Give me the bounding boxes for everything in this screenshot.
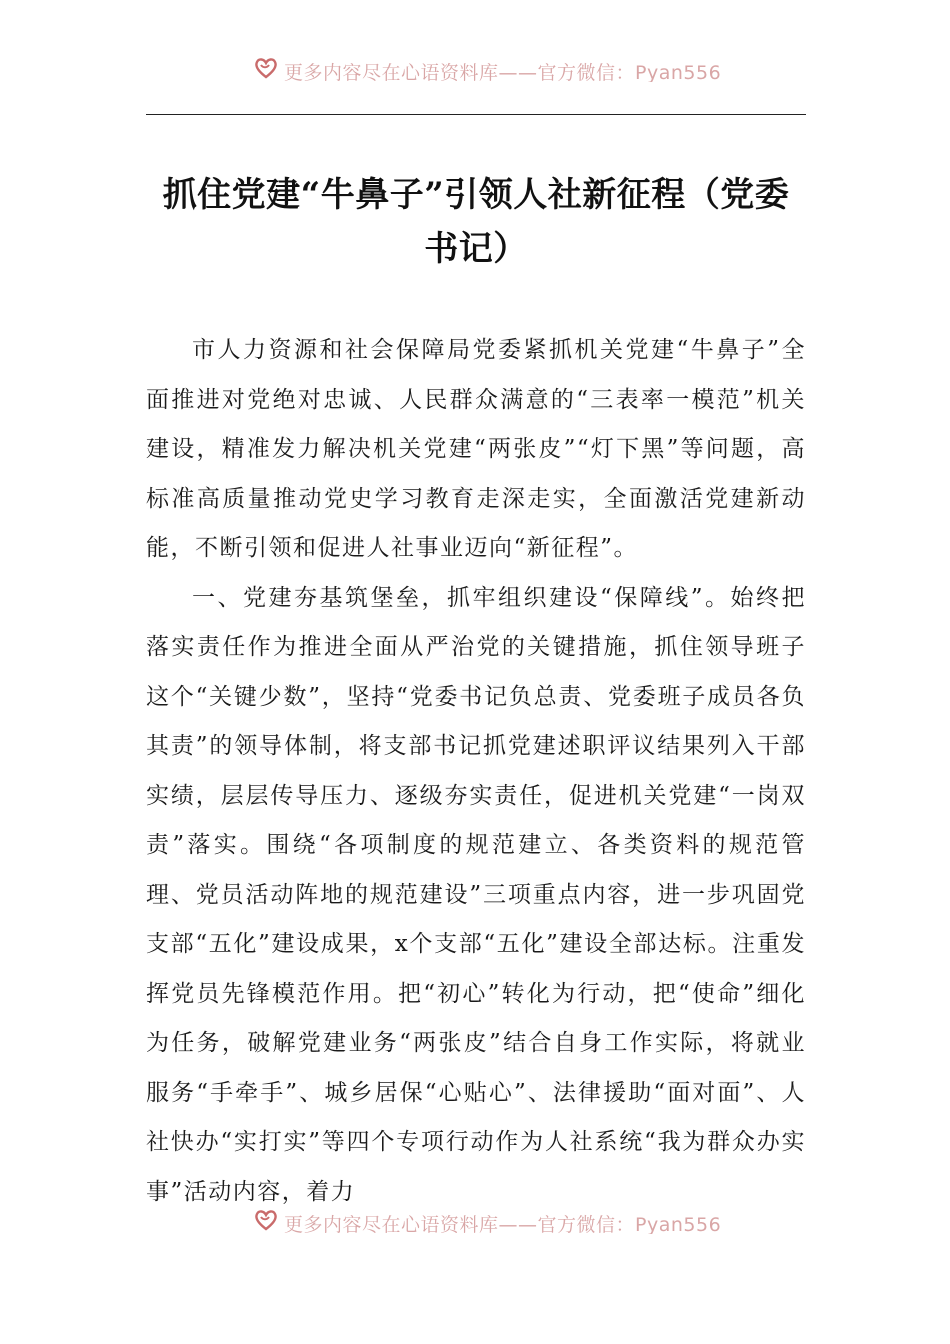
footer-watermark bbox=[0, 1204, 950, 1234]
footer-watermark-inner bbox=[252, 1204, 721, 1234]
document-title: 抓住党建“牛鼻子”引领人社新征程（党委书记） bbox=[162, 175, 790, 269]
paragraph-section-one: 一、党建夯基筑堡垒，抓牢组织建设“保障线”。始终把落实责任作为推进全面从严治党的关键措施，抓住领导班子这个“关键少数”，坚持“党委书记负总责、党委班子成员各负其责”的领导体制，将支部书记抓党建述职评议结果列入干部实绩，层层传导压力、逐级夯实责任，促进机关党建“一岗双责”落实。围绕“各项制度的规范建立、各类资料的规范管理、党员活动阵地的规范建设”三项重点内容，进一步巩固党支部“五化”建设成果，x个支部“五化”建设全部达标。注重发挥党员先锋模范作用。把“初心”转化为行动，把“使命”细化为任务，破解党建业务“两张皮”结合自身工作实际，将就业服务“手牵手”、城乡居保“心贴心”、法律援助“面对面”、人社快办“实打实”等四个专项行动作为人社系统“我为群众办实事”活动内容，着力 bbox=[146, 584, 806, 1205]
header-watermark-inner bbox=[252, 52, 721, 82]
heart-swirl-logo-icon bbox=[252, 53, 280, 81]
header-watermark-text: 更多内容尽在心语资料库——官方微信：Pyan556 bbox=[284, 61, 722, 82]
document-body bbox=[146, 326, 806, 1217]
header-rule bbox=[146, 114, 806, 115]
heart-swirl-logo-icon bbox=[252, 1205, 280, 1233]
paragraph-intro: 市人力资源和社会保障局党委紧抓机关党建“牛鼻子”全面推进对党绝对忠诚、人民群众满意的“三表率一模范”机关建设，精准发力解决机关党建“两张皮”“灯下黑”等问题，高标准高质量推动党史学习教育走深走实，全面激活党建新动能，不断引领和促进人社事业迈向“新征程”。 bbox=[146, 337, 806, 561]
header-watermark bbox=[0, 52, 950, 82]
footer-watermark-text: 更多内容尽在心语资料库——官方微信：Pyan556 bbox=[284, 1213, 722, 1234]
